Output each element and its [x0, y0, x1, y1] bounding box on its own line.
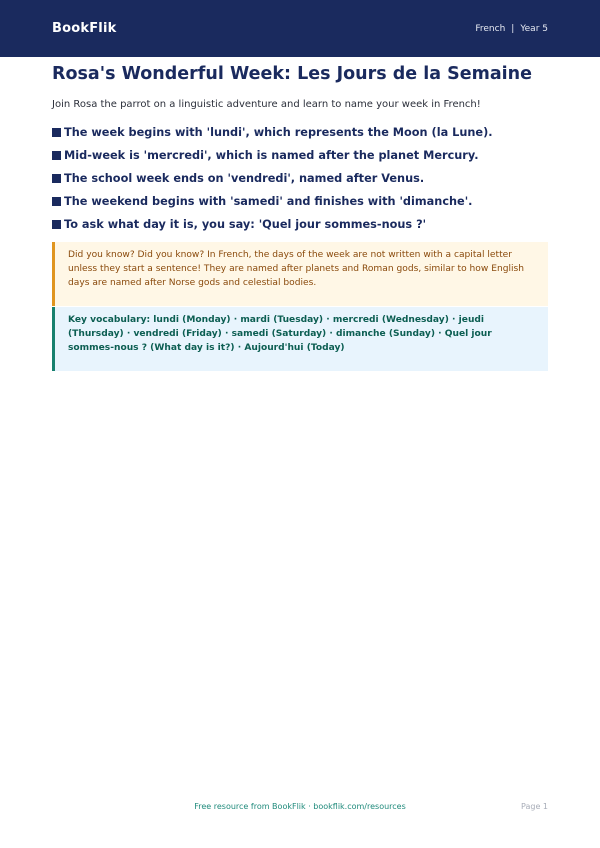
- list-item-text: The school week ends on 'vendredi', named after Venus.: [64, 172, 425, 185]
- page-number: Page 1: [521, 802, 548, 811]
- meta-separator: |: [511, 23, 515, 34]
- page-title: Rosa's Wonderful Week: Les Jours de la Semaine: [52, 64, 532, 84]
- square-bullet-icon: [52, 220, 61, 229]
- did-you-know-callout: Did you know? Did you know? In French, the days of the week are not written with a capital letter unless they start a sentence! They are named after planets and Roman gods, similar to how English days are named after Norse gods and celestial bodies.: [52, 242, 548, 306]
- intro-text: Join Rosa the parrot on a linguistic adventure and learn to name your week in French!: [52, 99, 481, 110]
- square-bullet-icon: [52, 197, 61, 206]
- list-item: [52, 121, 493, 144]
- square-bullet-icon: [52, 174, 61, 183]
- list-item: [52, 167, 493, 190]
- list-item: [52, 190, 493, 213]
- key-points-list: [52, 121, 493, 236]
- header-bar: [0, 0, 600, 57]
- square-bullet-icon: [52, 151, 61, 160]
- list-item-text: To ask what day it is, you say: 'Quel jour sommes-nous ?': [64, 218, 427, 231]
- list-item: [52, 144, 493, 167]
- year-label: Year 5: [520, 23, 548, 34]
- header-meta: [475, 24, 548, 34]
- subject-label: French: [475, 23, 506, 34]
- list-item-text: Mid-week is 'mercredi', which is named after the planet Mercury.: [64, 149, 479, 162]
- brand-logo[interactable]: BookFlik: [52, 21, 117, 36]
- list-item-text: The weekend begins with 'samedi' and finishes with 'dimanche'.: [64, 195, 473, 208]
- list-item-text: The week begins with 'lundi', which represents the Moon (la Lune).: [64, 126, 493, 139]
- list-item: [52, 213, 493, 236]
- key-vocabulary-callout: Key vocabulary: lundi (Monday) · mardi (Tuesday) · mercredi (Wednesday) · jeudi (Thursday) · vendredi (Friday) · samedi (Saturday) · dimanche (Sunday) · Quel jour sommes-nous ? (What day is it?) · Aujourd'hui (Today): [52, 307, 548, 371]
- square-bullet-icon: [52, 128, 61, 137]
- footer-link[interactable]: Free resource from BookFlik · bookflik.com/resources: [194, 802, 406, 811]
